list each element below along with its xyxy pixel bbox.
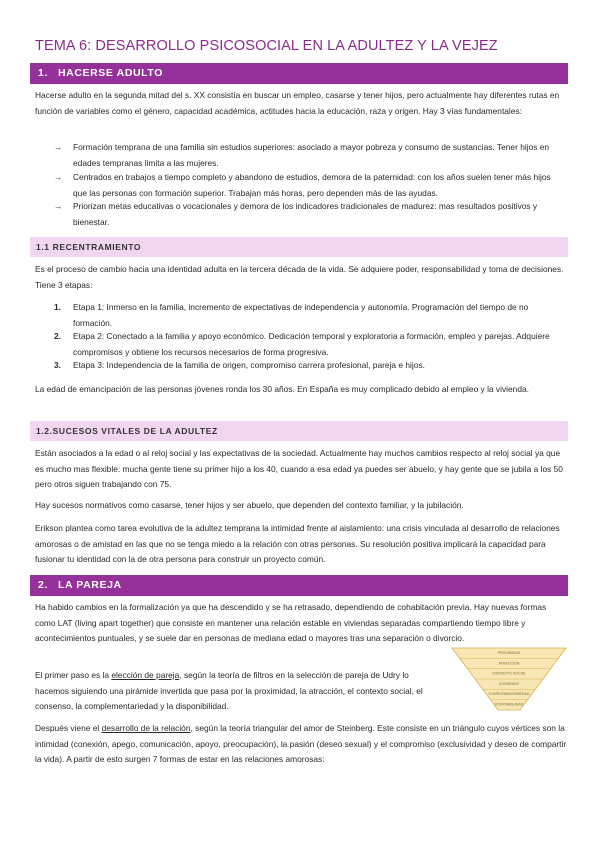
- subsection-heading-recentramiento: 1.1 RECENTRAMIENTO: [30, 237, 568, 257]
- list-item: [54, 329, 564, 360]
- list-item-text: Etapa 1: Inmerso en la familia, incremento de expectativas de independencia y autonomía. Programación del tiempo de no formación.: [73, 302, 529, 328]
- text-run: Después viene el: [35, 723, 102, 733]
- section-title: LA PAREJA: [57, 579, 122, 591]
- pyramid-level-label: CONSENSO: [498, 681, 520, 686]
- list-item: [54, 358, 564, 374]
- pyramid-level-label: PROXIMIDAD: [497, 651, 521, 655]
- pyramid-level-label: ATRACCIÓN: [498, 661, 520, 666]
- list-item: [54, 170, 564, 201]
- subsection-heading-sucesos-vitales: 1.2.SUCESOS VITALES DE LA ADULTEZ: [30, 421, 568, 441]
- text-run: , según la teoría triangular del amor de Steinberg. Este consiste en un triángulo cuyos vértices son la intimidad (conexión, apego, comunicación, apoyo, preocupación), la pasión (deseo sexual) y el compromiso (exclusividad y deseo de compartir la vida). A partir de esto surgen 7 formas de estar en las relaciones amorosas:: [35, 723, 567, 764]
- pyramid-level-label: CONTEXTO SOCIAL: [491, 671, 527, 676]
- section-number: 2.: [38, 579, 48, 591]
- arrow-bullet-icon: →: [54, 201, 63, 211]
- paragraph-formalizacion: Ha habido cambios en la formalización ya que ha descendido y se ha retrasado, dependiendo de cohabitación previa. Hay nuevas formas como LAT (living apart together) que consiste en mantener una relación estable en viviendas separadas compartiendo tiempo libre y acontecimientos puntuales, y se suele dar en personas de mediana edad o mayores tras una separación o divorcio.: [35, 602, 547, 643]
- list-item-text: Etapa 3: Independencia de la familia de origen, compromiso carrera profesional, pareja e hijos.: [73, 360, 425, 370]
- list-item-text: Formación temprana de una familia sin estudios superiores: asociado a mayor pobreza y consumo de sustancias. Tener hijos en edades tempranas limita a las mujeres.: [73, 142, 550, 168]
- paragraph-desarrollo-relacion: [35, 721, 568, 768]
- list-item: [54, 199, 564, 230]
- section-heading-hacerse-adulto: [30, 63, 568, 84]
- paragraph-recentramiento: Es el proceso de cambio hacia una identidad adulta en la tercera década de la vida. Se adquiere poder, responsabilidad y toma de decisiones. Tiene 3 etapas:: [35, 264, 564, 290]
- udry-filter-pyramid: [450, 646, 568, 712]
- list-item: [54, 300, 564, 331]
- paragraph-emancipacion: La edad de emancipación de las personas jóvenes ronda los 30 años. En España es muy complicado debido al empleo y la vivienda.: [35, 384, 529, 394]
- list-item-text: Priorizan metas educativas o vocacionales y demora de los indicadores tradicionales de madurez: mas resultados positivos y bienestar.: [73, 201, 538, 227]
- paragraph-erikson: Erikson plantea como tarea evolutiva de la adultez temprana la intimidad frente al aislamiento: una crisis vinculada al desarrollo de relaciones amorosas o de amistad en las que no se tenga miedo a la relación con otras personas. Su resolución positiva implicará la capacidad para fusionar tu identidad con la de otra persona para construir un proyecto común.: [35, 523, 560, 564]
- list-number: 2.: [54, 331, 61, 341]
- section-number: 1.: [38, 67, 48, 79]
- list-number: 3.: [54, 360, 61, 370]
- section-title: HACERSE ADULTO: [57, 67, 164, 79]
- paragraph-eleccion-pareja: [35, 668, 430, 715]
- arrow-bullet-icon: →: [54, 142, 63, 152]
- term-desarrollo-de-la-relacion: desarrollo de la relación: [101, 723, 191, 733]
- term-eleccion-de-pareja: elección de pareja: [111, 670, 180, 680]
- list-number: 1.: [54, 302, 61, 312]
- arrow-bullet-icon: →: [54, 172, 63, 182]
- text-run: El primer paso es la: [35, 670, 112, 680]
- paragraph-intro: Hacerse adulto en la segunda mitad del s. XX consistía en buscar un empleo, casarse y tener hijos, pero actualmente hay diferentes rutas en función de variables como el género, capacidad académica, actitudes hacia la educación, raza y origen. Hay 3 vías fundamentales:: [35, 90, 560, 116]
- text-run: , según la teoría de filtros en la selección de pareja de Udry lo hacemos siguiendo una pirámide invertida que pasa por la proximidad, la atracción, el contexto social, el consenso, la complementariedad y la disponibilidad.: [35, 670, 423, 711]
- list-item-text: Centrados en trabajos a tiempo completo y abandono de estudios, demora de la paternidad: con los años suelen tener más hijos que las personas con formación superior. Trabajan más horas, pero dependen más de las ayudas.: [73, 172, 551, 198]
- section-heading-la-pareja: [30, 575, 568, 596]
- list-item: [54, 140, 564, 171]
- paragraph-sucesos-normativos: Hay sucesos normativos como casarse, tener hijos y ser abuelo, que dependen del contexto familiar, y la jubilación.: [35, 500, 464, 510]
- list-item-text: Etapa 2: Conectado a la familia y apoyo económico. Dedicación temporal y exploratoria a formación, empleo y parejas. Adquiere compromisos y obtiene los recursos necesarios de forma progresiva.: [73, 331, 550, 357]
- pyramid-level-label: DISPONIBILIDAD: [494, 702, 524, 707]
- page-title: TEMA 6: DESARROLLO PSICOSOCIAL EN LA ADULTEZ Y LA VEJEZ: [35, 38, 498, 54]
- paragraph-reloj-social: Están asociados a la edad o al reloj social y las expectativas de la sociedad. Actualmente hay muchos cambios respecto al reloj social ya que es mucho mas flexible: mucha gente tiene su primer hijo a los 40, cuando a esa edad ya puedes ser abuelo, y hay gente que se jubila a los 50 pero otros siguen trabajando con 75.: [35, 448, 563, 489]
- pyramid-level-label: COMPLEMENTARIEDAD: [488, 692, 530, 697]
